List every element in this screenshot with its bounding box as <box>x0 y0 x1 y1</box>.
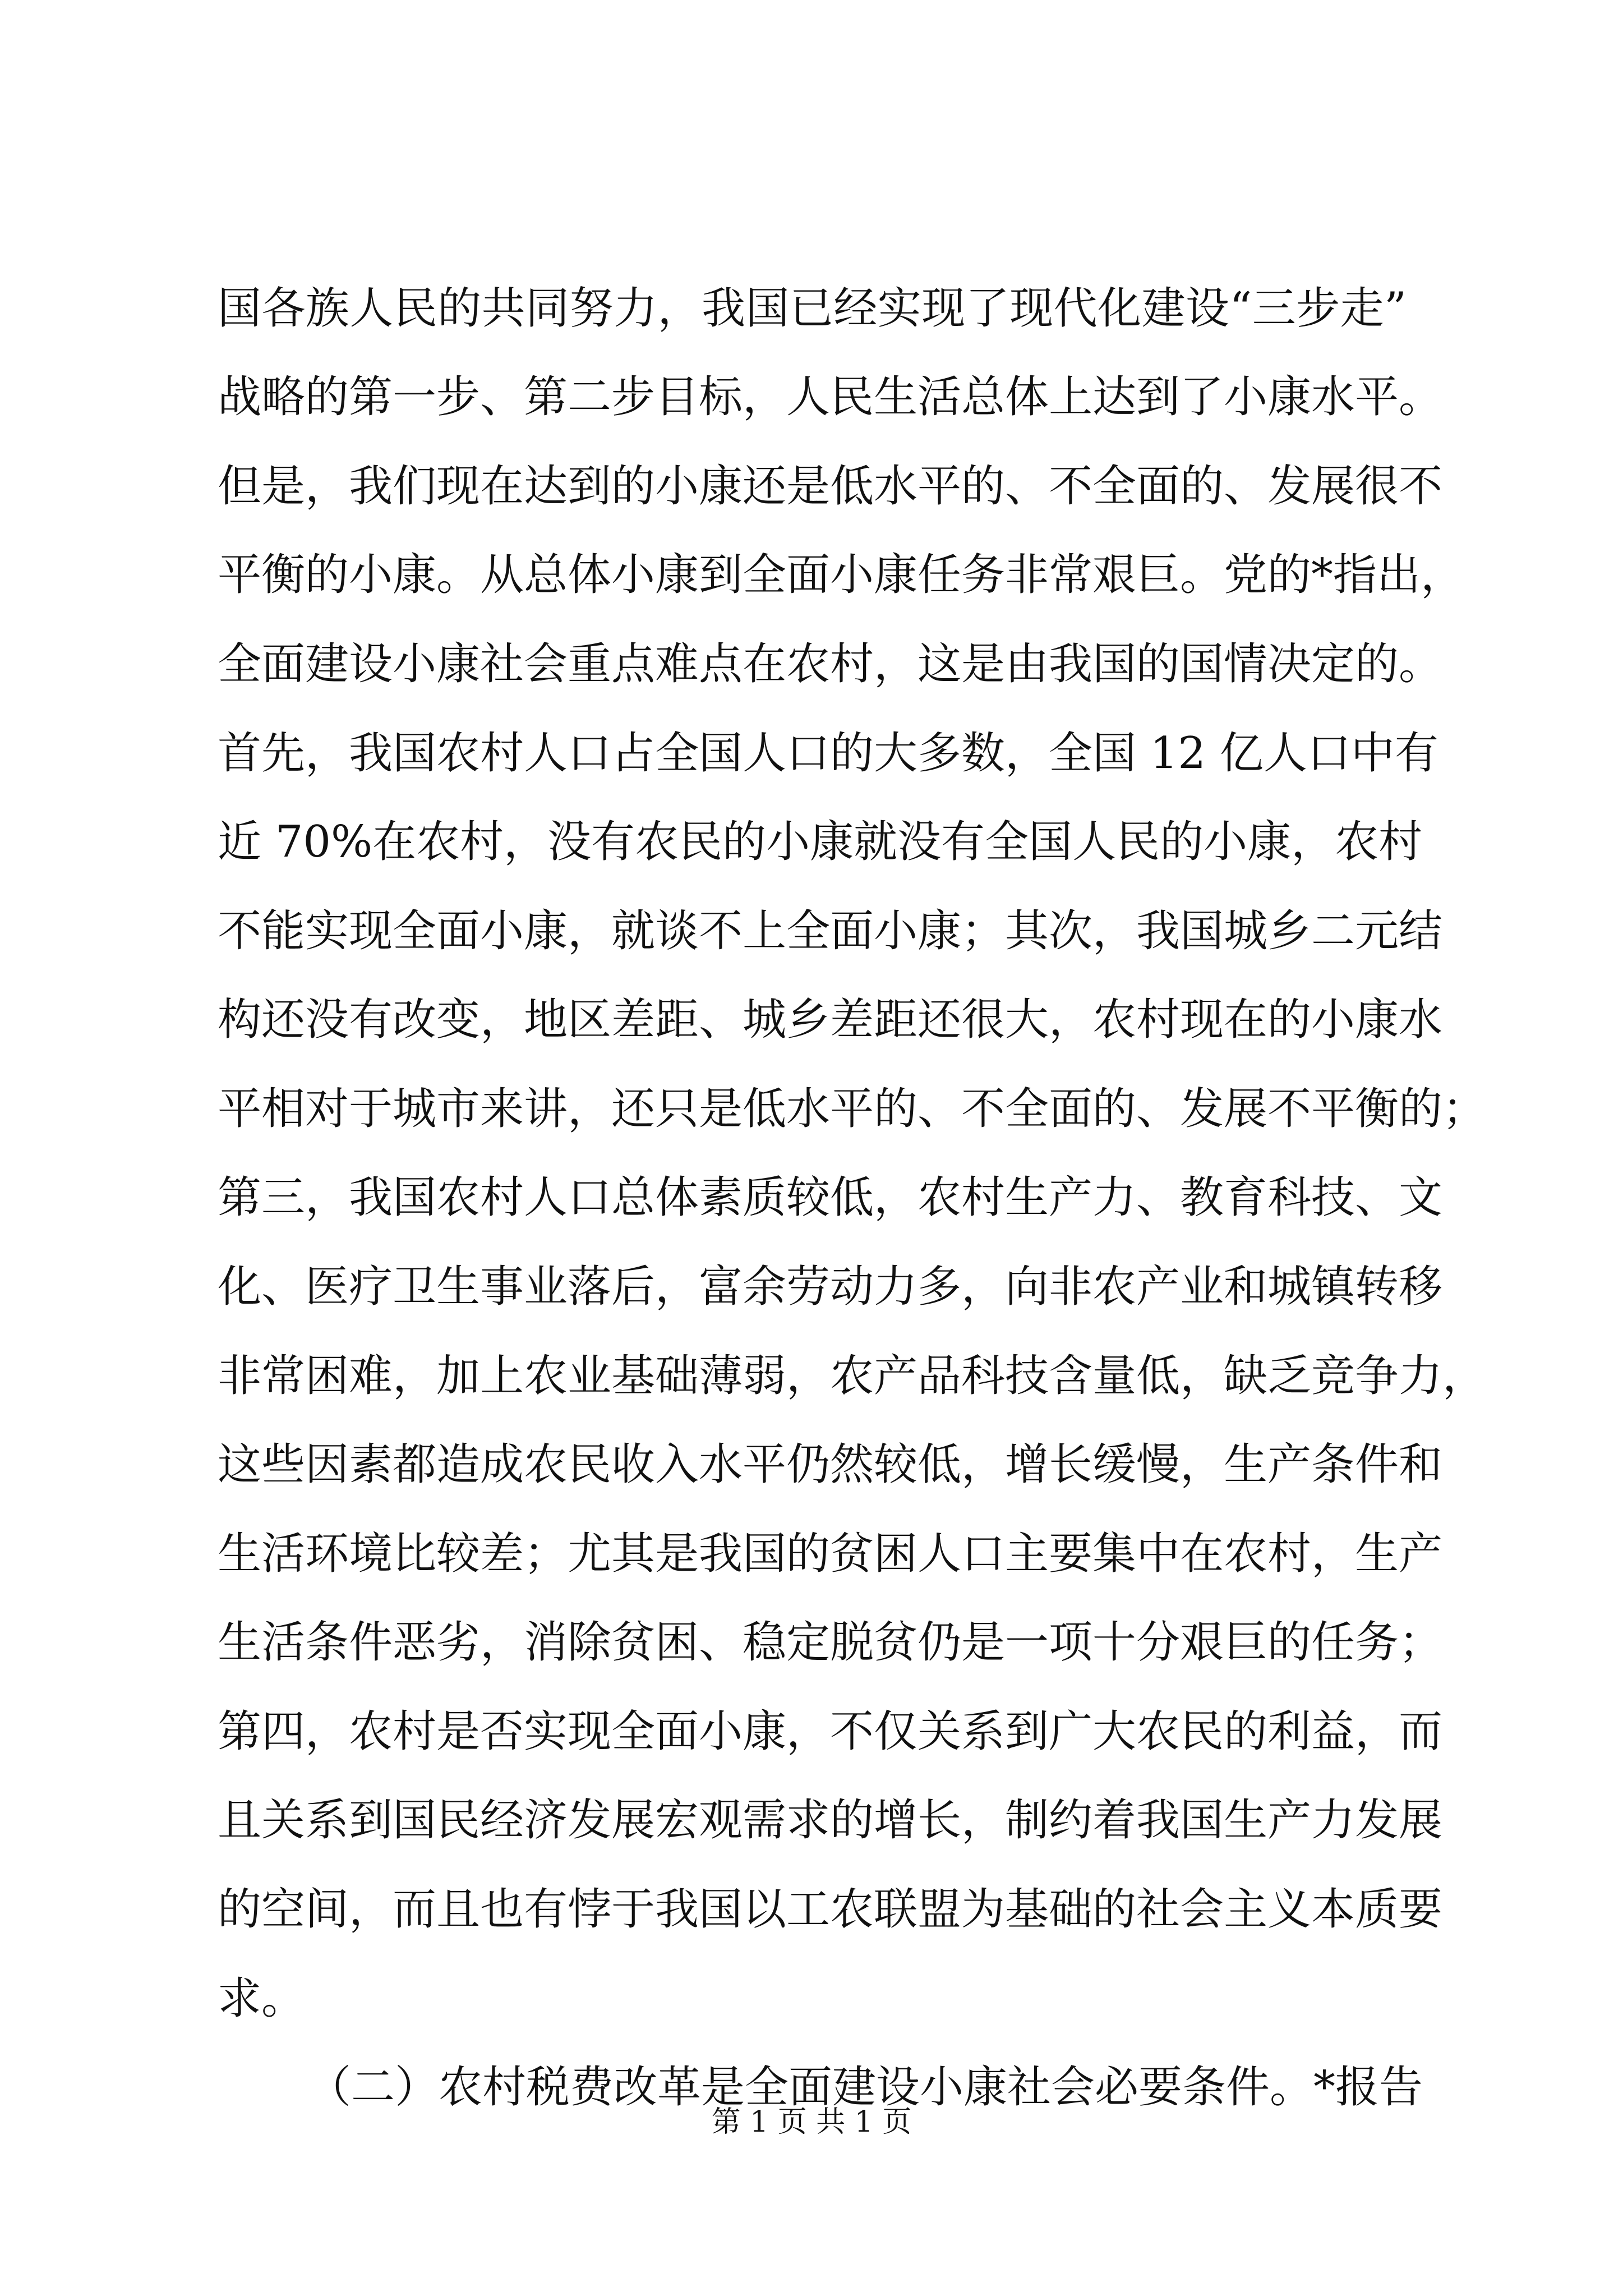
paragraph-line: 化、医疗卫生事业落后，富余劳动力多，向非农产业和城镇转移 <box>218 1262 1443 1312</box>
paragraph-line: 这些因素都造成农民收入水平仍然较低，增长缓慢，生产条件和 <box>218 1439 1443 1490</box>
paragraph-line: 的空间，而且也有悖于我国以工农联盟为基础的社会主义本质要 <box>218 1884 1443 1935</box>
paragraph-line: （二）农村税费改革是全面建设小康社会必要条件。*报告 <box>307 2062 1423 2113</box>
paragraph-line: 国各族人民的共同努力，我国已经实现了现代化建设“三步走” <box>218 283 1407 334</box>
paragraph-line: 生活环境比较差；尤其是我国的贫困人口主要集中在农村，生产 <box>218 1529 1443 1579</box>
paragraph-line: 首先，我国农村人口占全国人口的大多数，全国 12 亿人口中有 <box>218 728 1438 779</box>
paragraph-line: 战略的第一步、第二步目标，人民生活总体上达到了小康水平。 <box>218 372 1443 422</box>
paragraph-line: 平衡的小康。从总体小康到全面小康任务非常艰巨。党的*指出， <box>218 550 1465 600</box>
paragraph-line: 且关系到国民经济发展宏观需求的增长，制约着我国生产力发展 <box>218 1795 1443 1846</box>
paragraph-line: 但是，我们现在达到的小康还是低水平的、不全面的、发展很不 <box>218 461 1443 512</box>
paragraph-line: 不能实现全面小康，就谈不上全面小康；其次，我国城乡二元结 <box>218 906 1443 956</box>
paragraph-line: 近 70%在农村，没有农民的小康就没有全国人民的小康，农村 <box>218 817 1423 867</box>
paragraph-line: 构还没有改变，地区差距、城乡差距还很大，农村现在的小康水 <box>218 995 1443 1045</box>
page-footer: 第 1 页 共 1 页 <box>711 2105 912 2139</box>
paragraph-line: 平相对于城市来讲，还只是低水平的、不全面的、发展不平衡的； <box>218 1084 1487 1134</box>
paragraph-line: 第四，农村是否实现全面小康，不仅关系到广大农民的利益，而 <box>218 1706 1443 1757</box>
paragraph-line: 生活条件恶劣，消除贫困、稳定脱贫仍是一项十分艰巨的任务； <box>218 1617 1443 1668</box>
paragraph-line: 非常困难，加上农业基础薄弱，农产品科技含量低，缺乏竞争力， <box>218 1351 1487 1401</box>
paragraph-line: 全面建设小康社会重点难点在农村，这是由我国的国情决定的。 <box>218 639 1443 689</box>
paragraph-line: 第三，我国农村人口总体素质较低，农村生产力、教育科技、文 <box>218 1172 1443 1223</box>
paragraph-line: 求。 <box>218 1973 306 2024</box>
